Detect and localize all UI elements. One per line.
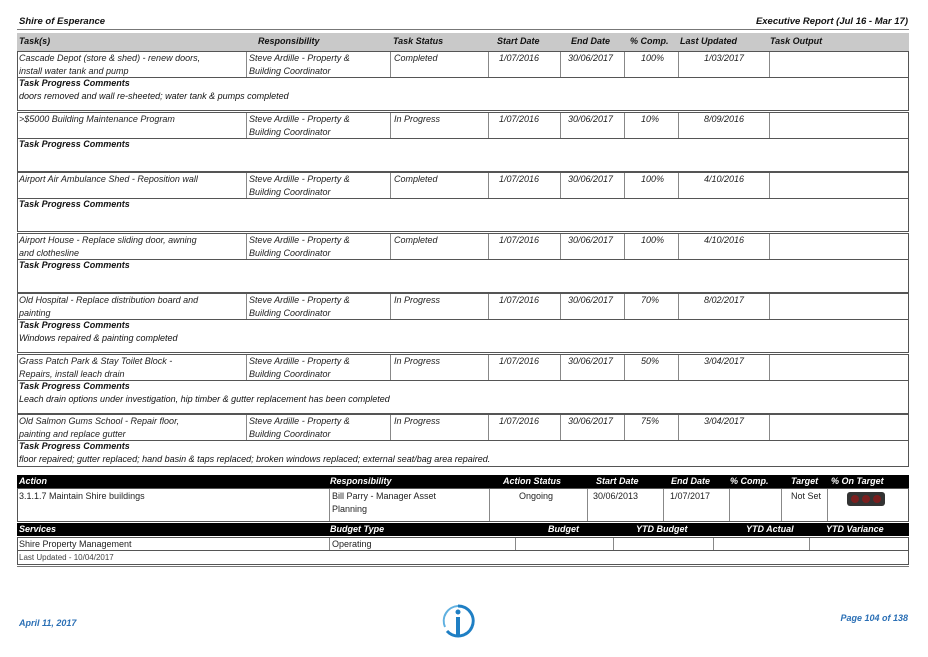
task-progress-comment-text: Windows repaired & painting completed bbox=[19, 333, 178, 343]
task-responsibility-line2: Building Coordinator bbox=[249, 308, 331, 318]
task-comment-row bbox=[17, 139, 909, 172]
column-header-start-date: Start Date bbox=[497, 36, 540, 46]
task-progress-comments-label: Task Progress Comments bbox=[19, 320, 130, 330]
task-start-date: 1/07/2016 bbox=[499, 174, 540, 184]
action-name: 3.1.1.7 Maintain Shire buildings bbox=[19, 491, 145, 501]
task-row bbox=[17, 293, 909, 320]
table-bottom-divider bbox=[17, 566, 909, 567]
task-progress-comments-label: Task Progress Comments bbox=[19, 78, 130, 88]
task-start-date: 1/07/2016 bbox=[499, 234, 540, 245]
last-updated-row bbox=[17, 551, 909, 565]
column-header-action-end: End Date bbox=[671, 476, 711, 486]
task-last-updated: 8/09/2016 bbox=[704, 113, 745, 124]
column-header-action: Action bbox=[19, 476, 47, 486]
task-status: In Progress bbox=[394, 416, 441, 426]
task-responsibility-line1: Steve Ardille - Property & bbox=[249, 53, 350, 63]
shire-logo-icon bbox=[440, 603, 476, 639]
column-header-action-responsibility: Responsibility bbox=[330, 476, 392, 486]
task-percent-complete: 100% bbox=[641, 53, 665, 63]
service-row bbox=[17, 537, 909, 551]
task-last-updated: 1/03/2017 bbox=[704, 53, 745, 63]
column-header-task-status: Task Status bbox=[393, 36, 444, 46]
task-row bbox=[17, 414, 909, 441]
task-status: Completed bbox=[394, 234, 438, 245]
column-header-tasks: Task(s) bbox=[19, 36, 51, 46]
task-progress-comment-text: floor repaired; gutter replaced; hand basin & taps replaced; broken windows replaced; external seat/bag area repaired. bbox=[19, 454, 491, 464]
task-responsibility-line1: Steve Ardille - Property & bbox=[249, 295, 350, 305]
task-name-line2: painting bbox=[19, 308, 51, 318]
task-progress-comments-label: Task Progress Comments bbox=[19, 199, 130, 209]
column-header-budget: Budget bbox=[548, 524, 579, 534]
action-table-header bbox=[17, 475, 909, 488]
task-row bbox=[17, 51, 909, 78]
task-progress-comments-label: Task Progress Comments bbox=[19, 441, 130, 451]
task-responsibility-line2: Building Coordinator bbox=[249, 126, 331, 137]
task-end-date: 30/06/2017 bbox=[568, 295, 614, 305]
column-header-ytd-actual: YTD Actual bbox=[746, 524, 794, 534]
task-table-header bbox=[17, 33, 909, 51]
column-header-task-output: Task Output bbox=[770, 36, 823, 46]
task-responsibility-line2: Building Coordinator bbox=[249, 187, 331, 197]
organisation-name: Shire of Esperance bbox=[19, 16, 106, 27]
task-last-updated: 4/10/2016 bbox=[704, 174, 745, 184]
column-header-action-comp: % Comp. bbox=[730, 476, 769, 486]
task-status: In Progress bbox=[394, 113, 441, 124]
last-updated-text: Last Updated - 10/04/2017 bbox=[19, 553, 114, 562]
task-name-line1: Cascade Depot (store & shed) - renew doors, bbox=[19, 53, 201, 63]
task-responsibility-line1: Steve Ardille - Property & bbox=[249, 355, 350, 366]
task-row bbox=[17, 354, 909, 381]
task-start-date: 1/07/2016 bbox=[499, 295, 540, 305]
task-comment-row bbox=[17, 320, 909, 353]
task-progress-comment-text: doors removed and wall re-sheeted; water tank & pumps completed bbox=[19, 91, 289, 101]
column-header-budget-type: Budget Type bbox=[330, 524, 385, 534]
task-responsibility-line2: Building Coordinator bbox=[249, 429, 331, 439]
report-title: Executive Report (Jul 16 - Mar 17) bbox=[755, 16, 908, 27]
task-responsibility-line1: Steve Ardille - Property & bbox=[249, 174, 350, 184]
task-name-line1: Airport House - Replace sliding door, awning bbox=[19, 234, 197, 245]
traffic-light-bulb-left bbox=[851, 495, 859, 503]
task-percent-complete: 10% bbox=[641, 113, 660, 124]
task-status: Completed bbox=[394, 174, 438, 184]
task-responsibility-line1: Steve Ardille - Property & bbox=[249, 234, 350, 245]
footer-page-number: Page 104 of 138 bbox=[840, 613, 908, 623]
column-header-ytd-variance: YTD Variance bbox=[826, 524, 884, 534]
action-target: Not Set bbox=[791, 491, 822, 501]
task-progress-comments-label: Task Progress Comments bbox=[19, 259, 130, 270]
services-table-header bbox=[17, 523, 909, 536]
task-name-line2: painting and replace gutter bbox=[19, 429, 126, 439]
task-row bbox=[17, 172, 909, 199]
column-header-action-status: Action Status bbox=[503, 476, 562, 486]
column-header-target: Target bbox=[791, 476, 819, 486]
column-header-end-date: End Date bbox=[571, 36, 611, 46]
task-comment-row bbox=[17, 441, 909, 467]
task-start-date: 1/07/2016 bbox=[499, 53, 540, 63]
task-percent-complete: 100% bbox=[641, 174, 665, 184]
task-responsibility-line2: Building Coordinator bbox=[249, 66, 331, 76]
task-percent-complete: 70% bbox=[641, 295, 660, 305]
task-name-line1: Old Hospital - Replace distribution board and bbox=[19, 295, 199, 305]
traffic-light-bulb-middle bbox=[862, 495, 870, 503]
column-header-last-updated: Last Updated bbox=[680, 36, 738, 46]
task-last-updated: 3/04/2017 bbox=[704, 355, 745, 366]
task-comment-row bbox=[17, 199, 909, 232]
task-progress-comments-label: Task Progress Comments bbox=[19, 380, 130, 391]
action-responsibility-line2: Planning bbox=[332, 504, 368, 514]
action-responsibility-line1: Bill Parry - Manager Asset bbox=[332, 491, 437, 501]
task-start-date: 1/07/2016 bbox=[499, 355, 540, 366]
task-progress-comments-label: Task Progress Comments bbox=[19, 138, 130, 149]
task-responsibility-line2: Building Coordinator bbox=[249, 368, 331, 379]
task-name-line1: Airport Air Ambulance Shed - Reposition wall bbox=[19, 174, 198, 184]
service-name: Shire Property Management bbox=[19, 539, 132, 549]
task-row bbox=[17, 233, 909, 260]
task-last-updated: 4/10/2016 bbox=[704, 234, 745, 245]
task-end-date: 30/06/2017 bbox=[568, 355, 614, 366]
task-comment-row bbox=[17, 381, 909, 414]
task-status: In Progress bbox=[394, 295, 441, 305]
header-divider bbox=[17, 29, 909, 30]
task-end-date: 30/06/2017 bbox=[568, 174, 614, 184]
task-status: In Progress bbox=[394, 355, 441, 366]
column-header-percent-complete: % Comp. bbox=[630, 36, 669, 46]
task-progress-comment-text: Leach drain options under investigation, hip timber & gutter replacement has been completed bbox=[19, 393, 390, 404]
traffic-light-indicator bbox=[847, 492, 885, 506]
task-start-date: 1/07/2016 bbox=[499, 113, 540, 124]
task-responsibility-line1: Steve Ardille - Property & bbox=[249, 113, 350, 124]
action-start-date: 30/06/2013 bbox=[593, 491, 639, 501]
task-percent-complete: 100% bbox=[641, 234, 665, 245]
column-header-responsibility: Responsibility bbox=[258, 36, 320, 46]
task-comment-row bbox=[17, 260, 909, 293]
task-end-date: 30/06/2017 bbox=[568, 53, 614, 63]
task-percent-complete: 75% bbox=[641, 416, 660, 426]
task-name-line2: and clothesline bbox=[19, 247, 80, 258]
task-start-date: 1/07/2016 bbox=[499, 416, 540, 426]
task-responsibility-line2: Building Coordinator bbox=[249, 247, 331, 258]
task-row bbox=[17, 112, 909, 139]
column-header-action-start: Start Date bbox=[596, 476, 639, 486]
task-responsibility-line1: Steve Ardille - Property & bbox=[249, 416, 350, 426]
task-name-line1: Old Salmon Gums School - Repair floor, bbox=[19, 416, 180, 426]
traffic-light-bulb-right bbox=[873, 495, 881, 503]
action-status: Ongoing bbox=[519, 491, 554, 501]
task-name-line2: Repairs, install leach drain bbox=[19, 368, 125, 379]
task-end-date: 30/06/2017 bbox=[568, 113, 614, 124]
task-last-updated: 8/02/2017 bbox=[704, 295, 745, 305]
task-status: Completed bbox=[394, 53, 438, 63]
column-header-services: Services bbox=[19, 524, 57, 534]
task-end-date: 30/06/2017 bbox=[568, 234, 614, 245]
task-percent-complete: 50% bbox=[641, 355, 660, 366]
service-budget-type: Operating bbox=[332, 539, 372, 549]
column-header-on-target: % On Target bbox=[831, 476, 884, 486]
task-name-line2: install water tank and pump bbox=[19, 66, 129, 76]
task-name-line1: >$5000 Building Maintenance Program bbox=[19, 113, 175, 124]
task-comment-row bbox=[17, 78, 909, 111]
task-end-date: 30/06/2017 bbox=[568, 416, 614, 426]
task-name-line1: Grass Patch Park & Stay Toilet Block - bbox=[19, 355, 173, 366]
action-row bbox=[17, 488, 909, 522]
action-end-date: 1/07/2017 bbox=[670, 491, 711, 501]
footer-date: April 11, 2017 bbox=[19, 618, 77, 628]
task-last-updated: 3/04/2017 bbox=[704, 416, 745, 426]
column-header-ytd-budget: YTD Budget bbox=[636, 524, 688, 534]
